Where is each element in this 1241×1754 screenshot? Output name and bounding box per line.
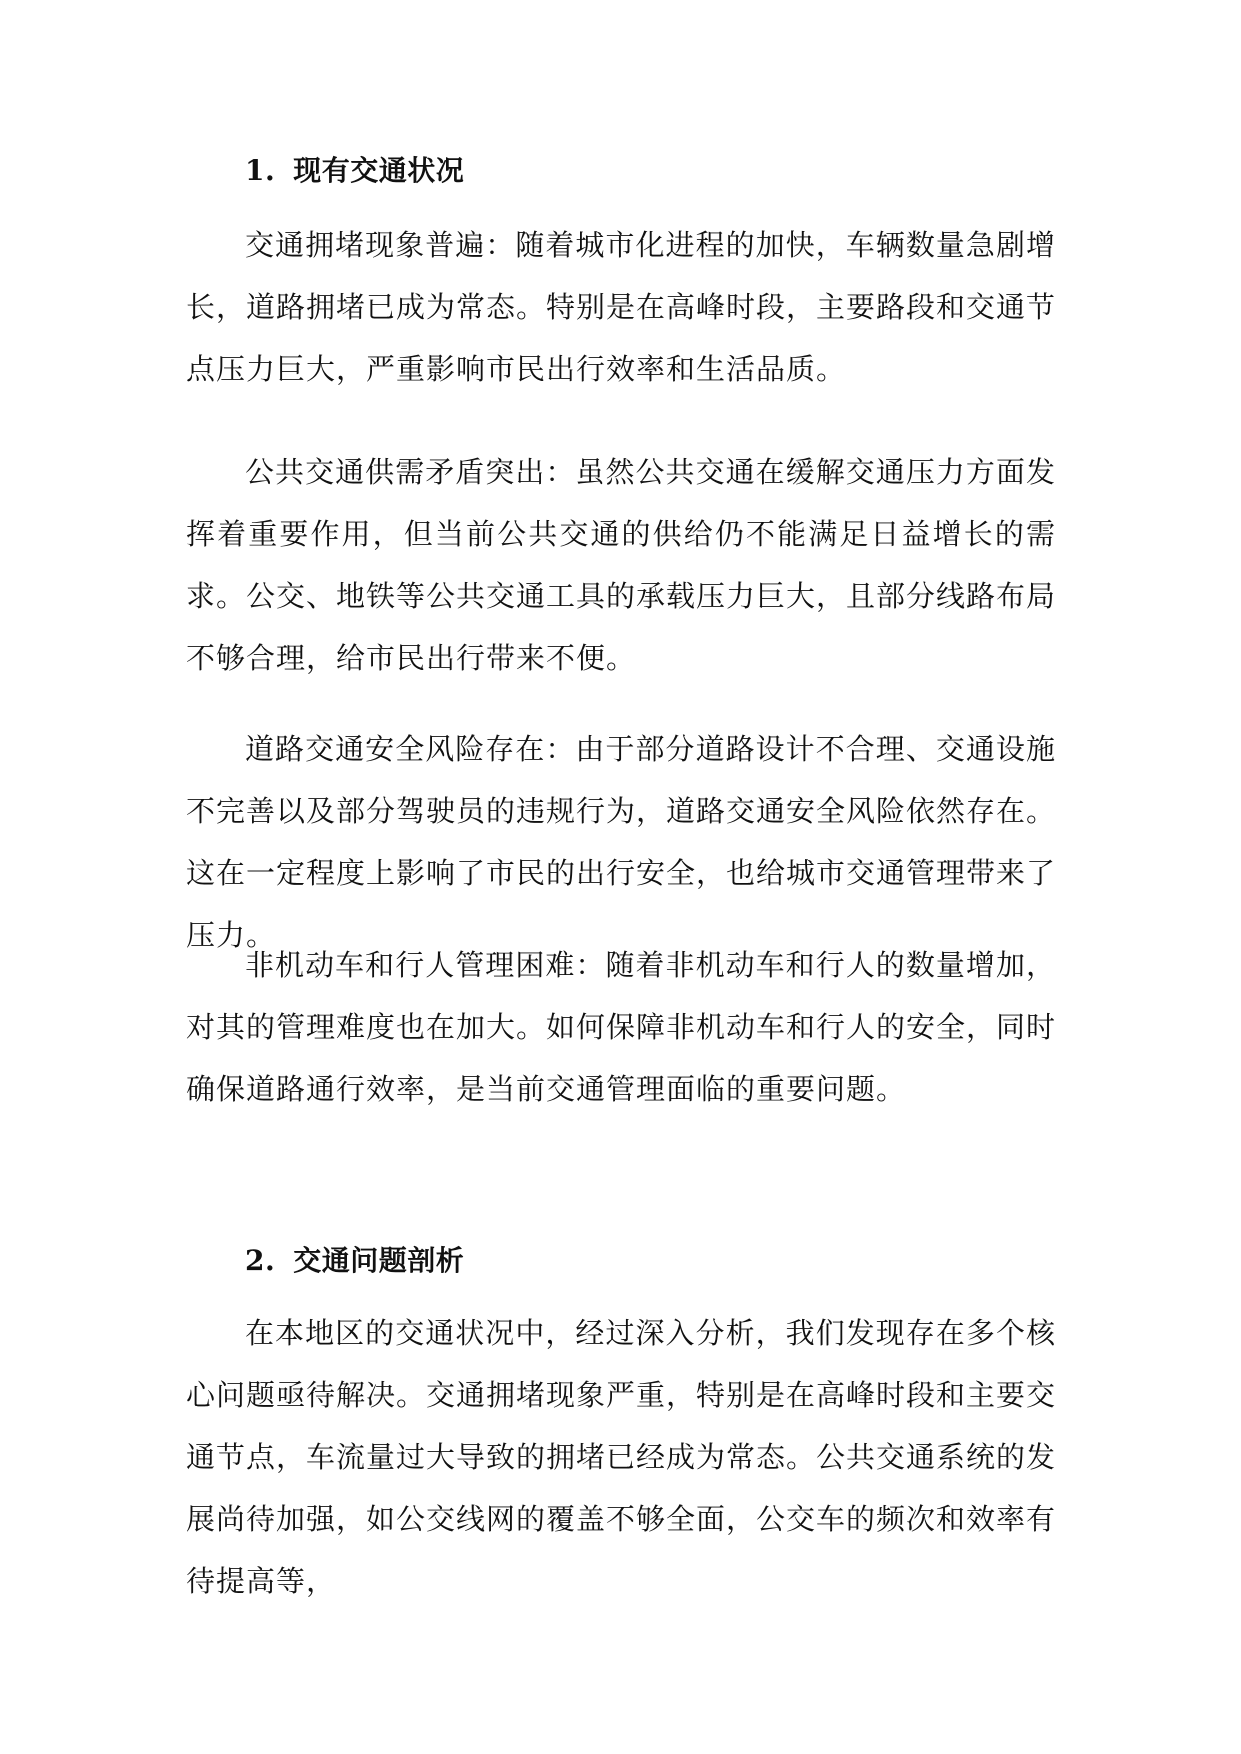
paragraph-public-transit: 公共交通供需矛盾突出：虽然公共交通在缓解交通压力方面发挥着重要作用，但当前公共交通的供给仍不能满足日益增长的需求。公交、地铁等公共交通工具的承载压力巨大，且部分线路布局不够合理，给市民出行带来不便。 bbox=[186, 455, 1057, 675]
section-heading-2 bbox=[245, 1241, 464, 1281]
paragraph-traffic-congestion: 交通拥堵现象普遍：随着城市化进程的加快，车辆数量急剧增长，道路拥堵已成为常态。特别是在高峰时段，主要路段和交通节点压力巨大，严重影响市民出行效率和生活品质。 bbox=[186, 228, 1057, 386]
section-number-1: 1. bbox=[245, 154, 276, 187]
paragraph-non-motor-pedestrian: 非机动车和行人管理困难：随着非机动车和行人的数量增加，对其的管理难度也在加大。如何保障非机动车和行人的安全，同时确保道路通行效率，是当前交通管理面临的重要问题。 bbox=[186, 948, 1057, 1106]
section-title-1: 现有交通状况 bbox=[293, 154, 465, 187]
paragraph-problem-analysis: 在本地区的交通状况中，经过深入分析，我们发现存在多个核心问题亟待解决。交通拥堵现象严重，特别是在高峰时段和主要交通节点，车流量过大导致的拥堵已经成为常态。公共交通系统的发展尚待加强，如公交线网的覆盖不够全面，公交车的频次和效率有待提高等， bbox=[186, 1316, 1057, 1598]
paragraph-road-safety: 道路交通安全风险存在：由于部分道路设计不合理、交通设施不完善以及部分驾驶员的违规行为，道路交通安全风险依然存在。这在一定程度上影响了市民的出行安全，也给城市交通管理带来了压力。 bbox=[186, 732, 1057, 952]
section-title-2: 交通问题剖析 bbox=[293, 1244, 465, 1277]
section-number-2: 2. bbox=[245, 1244, 276, 1277]
section-heading-1 bbox=[245, 151, 464, 191]
